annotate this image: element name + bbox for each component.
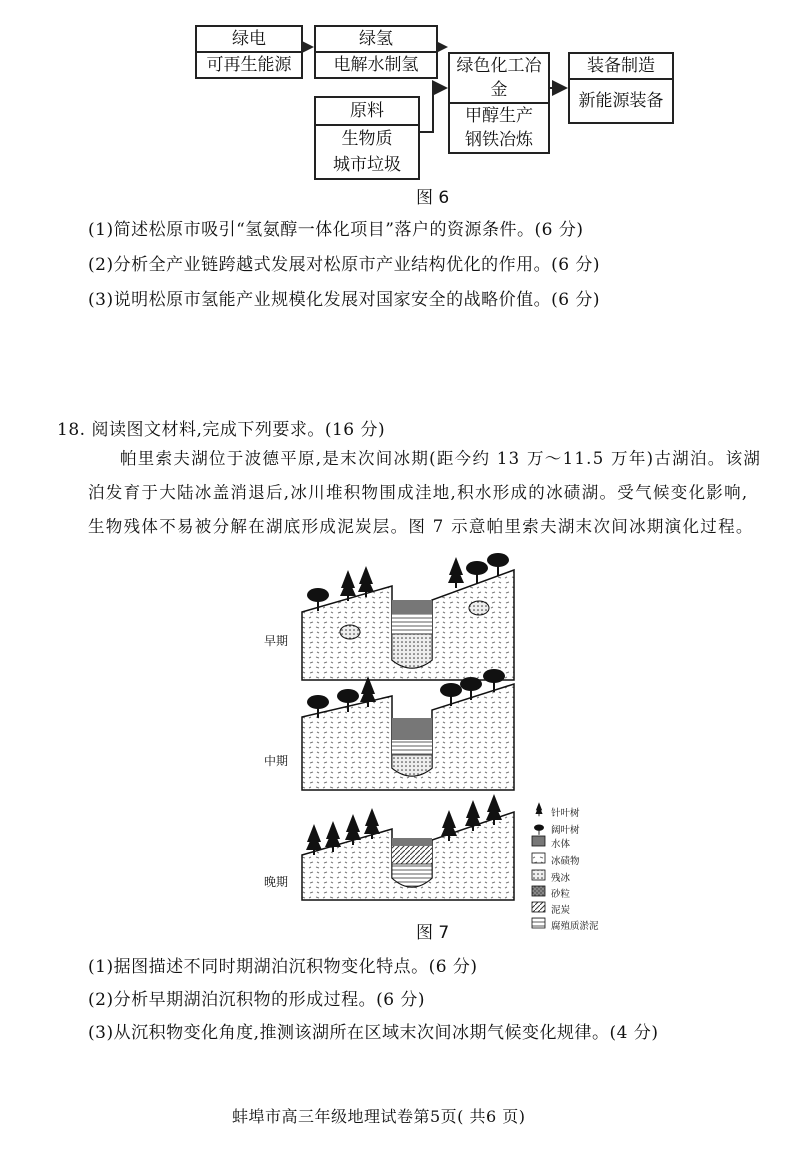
figure-7-caption: 图 7 — [416, 923, 450, 943]
box-line: 新能源装备 — [578, 91, 664, 111]
box-title: 原料 — [316, 98, 418, 126]
box-title: 绿电 — [197, 27, 301, 53]
legend-label-humus-mud: 腐殖质淤泥 — [551, 921, 599, 932]
box-line: 城市垃圾 — [333, 155, 401, 175]
q18-para-line-2: 泊发育于大陆冰盖消退后,冰川堆积物围成洼地,积水形成的冰碛湖。受气候变化影响, — [88, 483, 749, 502]
legend-label-sand: 砂粒 — [551, 889, 571, 900]
q18-para-line-1: 帕里索夫湖位于波德平原,是末次间冰期(距今约 13 万～11.5 万年)古湖泊。该湖 — [120, 449, 762, 468]
box-line: 可再生能源 — [206, 55, 292, 75]
q18-item-3: (3)从沉积物变化角度,推测该湖所在区域末次间冰期气候变化规律。(4 分) — [88, 1023, 659, 1043]
figure-7-legend-symbols — [532, 802, 545, 928]
q18-item-2: (2)分析早期湖泊沉积物的形成过程。(6 分) — [88, 990, 426, 1010]
stage-early-section — [302, 553, 514, 680]
box-title: 绿色化工冶金 — [450, 54, 548, 104]
box-line: 生物质 — [341, 129, 393, 149]
stage-label-early: 早期 — [264, 634, 289, 648]
legend-label-residual-ice: 残冰 — [551, 873, 571, 884]
q17-item-3: (3)说明松原市氢能产业规模化发展对国家安全的战略价值。(6 分) — [88, 290, 601, 310]
stage-label-late: 晚期 — [264, 875, 289, 889]
box-title: 绿氢 — [316, 27, 436, 53]
q18-para-line-3: 生物残体不易被分解在湖底形成泥炭层。图 7 示意帕里索夫湖末次间冰期演化过程。 — [88, 517, 754, 536]
legend-label-broadleaf: 阔叶树 — [551, 825, 580, 836]
box-line: 电解水制氢 — [333, 55, 419, 75]
legend-label-peat: 泥炭 — [551, 905, 571, 916]
box-line: 甲醇生产 — [465, 106, 533, 126]
figure-6-caption: 图 6 — [416, 188, 450, 208]
stage-middle-section — [302, 669, 514, 790]
page-footer: 蚌埠市高三年级地理试卷第5页( 共6 页) — [232, 1107, 526, 1126]
legend-label-water: 水体 — [551, 839, 571, 850]
stage-label-middle: 中期 — [264, 754, 289, 768]
box-line: 钢铁冶炼 — [465, 130, 533, 150]
q18-item-1: (1)据图描述不同时期湖泊沉积物变化特点。(6 分) — [88, 957, 478, 977]
q17-item-1: (1)简述松原市吸引“氢氨醇一体化项目”落户的资源条件。(6 分) — [88, 220, 584, 240]
box-title: 装备制造 — [570, 54, 672, 80]
stage-late-section — [302, 794, 514, 900]
legend-label-till: 冰碛物 — [551, 856, 580, 867]
legend-label-conifer: 针叶树 — [551, 808, 580, 819]
q18-header: 18. 阅读图文材料,完成下列要求。(16 分) — [57, 420, 386, 440]
q17-item-2: (2)分析全产业链跨越式发展对松原市产业结构优化的作用。(6 分) — [88, 255, 601, 275]
